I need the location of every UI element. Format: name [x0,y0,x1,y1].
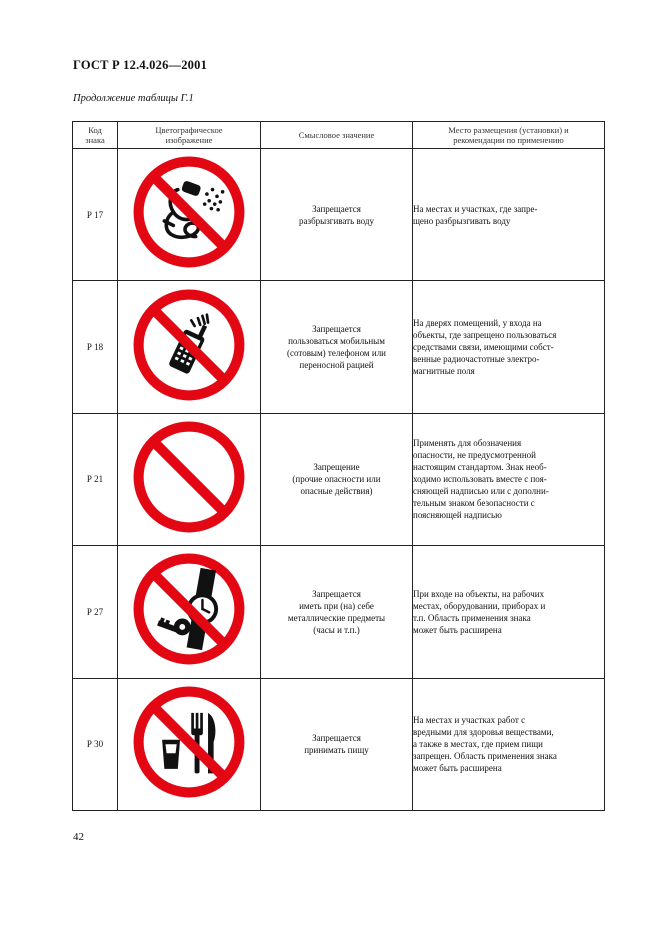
column-header-code-label: Код знака [85,125,105,145]
sign-placement-cell [413,281,605,413]
sign-code: Р 17 [73,149,118,281]
sign-meaning: Запрещение (прочие опасности или опасные действия) [292,462,381,497]
sign-placement: На дверях помещений, у входа на объекты, где запрещено пользоваться средствами связи, имеющими собст- венные радиочастотные электро- магнитные поля [413,318,557,377]
sign-placement: Применять для обозначения опасности, не предусмотренной настоящим стандартом. Знак необ- ходимо использовать вместе с поя- сняющей надписью или с дополни- тельным знаком безопасности с поясняющей надписью [413,438,549,521]
column-header-placement-label: Место размещения (установки) и рекомендации по применению [448,125,569,145]
sign-meaning-cell [261,546,413,678]
standard-title: ГОСТ Р 12.4.026—2001 [73,58,208,72]
table-header-row [73,122,605,149]
sign-code: Р 27 [73,546,118,678]
sign-image-cell [118,413,261,545]
no-mobile-phone-icon [133,289,245,401]
sign-placement-cell [413,546,605,678]
column-header-image-label: Цветографическое изображение [155,125,223,145]
table-continuation-caption: Продолжение таблицы Г.1 [73,93,194,104]
sign-image-cell [118,149,261,281]
no-metal-objects-icon [133,553,245,665]
no-eating-icon [133,686,245,798]
sign-image-cell [118,546,261,678]
general-prohibition-icon [133,421,245,533]
sign-code: Р 18 [73,281,118,413]
no-water-spray-icon [133,156,245,268]
sign-placement-cell [413,149,605,281]
table-row [73,546,605,678]
sign-placement: На местах и участках работ с вредными для здоровья веществами, а также в местах, где прием пищи запрещен. Область применения знака может быть расширена [413,715,557,774]
sign-meaning-cell [261,281,413,413]
column-header-image [118,122,261,149]
sign-placement: При входе на объекты, на рабочих местах, оборудовании, приборах и т.п. Область применения знака может быть расширена [413,588,546,635]
table-row [73,678,605,810]
sign-code: Р 30 [73,678,118,810]
sign-image-cell [118,281,261,413]
sign-code: Р 21 [73,413,118,545]
sign-meaning-cell [261,678,413,810]
table-row [73,281,605,413]
sign-meaning: Запрещается пользоваться мобильным (сотовым) телефоном или переносной рацией [287,324,386,371]
table-row [73,413,605,545]
signs-table [72,121,605,811]
sign-meaning-cell [261,149,413,281]
sign-meaning: Запрещается иметь при (на) себе металлические предметы (часы и т.п.) [287,588,386,635]
column-header-meaning [261,122,413,149]
sign-meaning: Запрещается разбрызгивать воду [299,203,374,226]
sign-meaning-cell [261,413,413,545]
page-number: 42 [73,831,84,843]
sign-image-cell [118,678,261,810]
sign-placement-cell [413,678,605,810]
column-header-placement [413,122,605,149]
sign-meaning: Запрещается принимать пищу [304,733,369,756]
column-header-code [73,122,118,149]
sign-placement: На местах и участках, где запре- щено разбрызгивать воду [413,203,538,226]
column-header-meaning-label: Смысловое значение [298,130,375,140]
sign-placement-cell [413,413,605,545]
table-row [73,149,605,281]
